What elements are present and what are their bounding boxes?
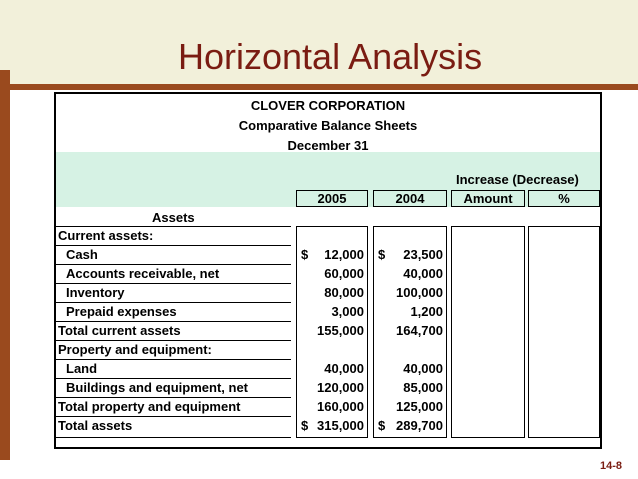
slide-title: Horizontal Analysis [178,36,483,77]
row-label: Total assets [58,418,133,433]
dollar-sign: $ [301,418,309,433]
row-divider [56,283,291,284]
value-2005: 160,000 [317,399,364,414]
row-label: Prepaid expenses [66,304,177,319]
value-2005: 40,000 [324,361,364,376]
row-divider [56,359,291,360]
col-header-2005: 2005 [317,191,347,206]
statement-date: December 31 [287,138,369,153]
value-2004: 23,500 [403,247,443,262]
row-label: Property and equipment: [58,342,212,357]
value-2005: 155,000 [317,323,364,338]
column-amount [451,226,525,438]
value-2005: 80,000 [324,285,364,300]
slide-number: 14-8 [600,460,623,472]
value-2004: 100,000 [396,285,443,300]
assets-header: Assets [152,210,195,225]
value-2004: 1,200 [410,304,443,319]
row-label: Land [66,361,98,376]
column-percent [528,226,600,438]
value-2004: 40,000 [403,361,443,376]
dollar-sign: $ [378,247,386,262]
slide-title-rule [10,84,638,90]
statement-name: Comparative Balance Sheets [238,118,418,133]
value-2005: 3,000 [331,304,364,319]
row-label: Total current assets [58,323,181,338]
row-divider [56,437,291,438]
value-2004: 40,000 [403,266,443,281]
slide-left-accent-bar [0,70,10,460]
value-2005: 12,000 [324,247,364,262]
col-header-percent: % [558,191,570,206]
value-2005: 60,000 [324,266,364,281]
row-divider [56,226,291,227]
row-divider [56,416,291,417]
row-label: Buildings and equipment, net [66,380,248,395]
dollar-sign: $ [378,418,386,433]
col-header-2004: 2004 [395,191,425,206]
value-2004: 85,000 [403,380,443,395]
value-2004: 164,700 [396,323,443,338]
row-divider [56,302,291,303]
row-label: Inventory [66,285,125,300]
value-2004: 289,700 [396,418,443,433]
row-divider [56,378,291,379]
company-name: CLOVER CORPORATION [250,98,406,113]
row-label: Current assets: [58,228,154,243]
value-2004: 125,000 [396,399,443,414]
row-divider [56,340,291,341]
row-divider [56,321,291,322]
col-header-amount: Amount [463,191,513,206]
value-2005: 315,000 [317,418,364,433]
row-label: Cash [66,247,98,262]
row-divider [56,264,291,265]
row-label: Total property and equipment [58,399,241,414]
value-2005: 120,000 [317,380,364,395]
row-label: Accounts receivable, net [66,266,220,281]
row-divider [56,397,291,398]
increase-decrease-header: Increase (Decrease) [456,172,579,187]
row-divider [56,245,291,246]
dollar-sign: $ [301,247,309,262]
